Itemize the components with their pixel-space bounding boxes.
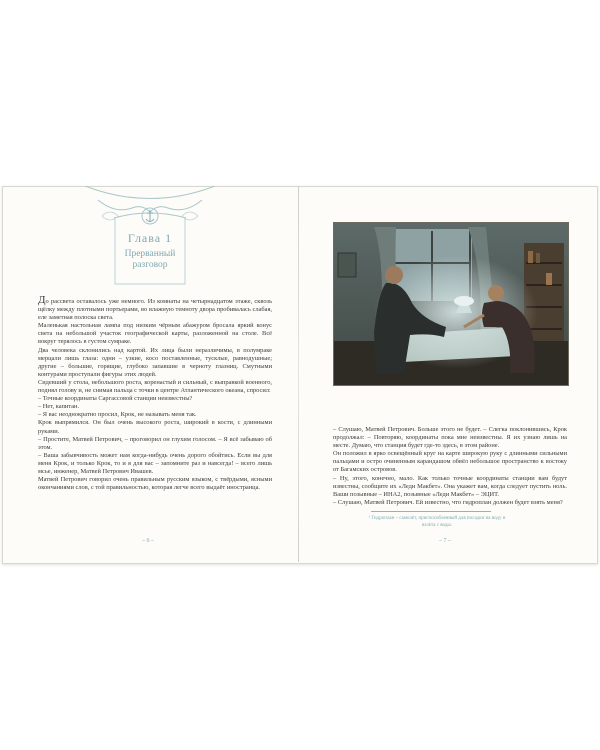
paragraph: Он положил в ярко освещённый круг на карте широкую руку с длинными сильными пальцами и остро очиненным карандашом обвёл небольшое пространство к востоку от Багамских островов. [333,450,567,474]
paragraph: До рассвета оставалось уже немного. Из комнаты на четырнадцатом этаже, сквозь щёлку между плотными портьерами, во влажную темноту двора пробивалась слабая, еле заметная полоска света. [38,294,272,322]
left-body-text [38,296,272,492]
paragraph: – Я вас неоднократно просил, Крок, не называть меня так. [38,411,197,419]
illustration [333,222,569,386]
paragraph: – Точные координаты Саргассовой станции неизвестны? [38,395,193,403]
right-body-text [333,426,567,507]
paragraph: Маленькая настольная лампа под низким чёрным абажуром бросала яркий конус света на небольшой участок географической карты, разложенной на столе. Всё вокруг терялось в густом сумраке. [38,322,272,346]
paragraph: – Простите, Матвей Петрович, – проговорил он глухим голосом. – Я всё забываю об этом. [38,435,272,451]
paragraph: – Слушаю, Матвей Петрович. Больше этого не будет. – Слегка поклонившись, Крок продолжал: – Повторяю, координаты пока мне неизвестны. Я их узнаю лишь на месте. Думаю, что станция будет где-то здесь, в этом районе. [333,426,567,450]
paragraph: Крок выпрямился. Он был очень высокого роста, широкий в кости, с длинными руками. [38,419,272,435]
paragraph: – Ваша забывчивость может нам когда-нибудь очень дорого обойтись. Если вы для меня Крок, и только Крок, то и я для вас – запомните раз и навсегда! – всего лишь мсье, инженер, Матвей Петрович Ивашев. [38,451,272,475]
paragraph: Сидевший у стола, небольшого роста, коренастый и сильный, с выправкой военного, поднял голову и, не снимая пальца с точки в центре Атлантического океана, спросил: [38,378,272,395]
paragraph: Матвей Петрович говорил очень правильным русским языком, с твёрдыми, ясными окончаниями слов, с той правильностью, которая легче всего выдаёт иностранца. [38,476,272,492]
footnote-rule [371,511,491,512]
paragraph: Два человека склонились над картой. Их лица были неразличимы, в полумраке мерцали лишь глаза: одни – узкие, косо поставленные, тусклые, равнодушные; другие – большие, горящие, глубоко запавшие в черноту глазниц. Смутными контурами проступали фигуры этих людей. [38,346,272,378]
footnote: ¹ Гидроплан – самолёт, приспособленный для посадки на воду и взлёта с воды. [368,516,506,528]
paragraph: – Ну, этого, конечно, мало. Как только точные координаты станции вам будут известны, сообщите их «Леди Макбет». Она укажет вам, когда следует пустить ноль. Ваши позывные – ИНА2, позывные «Леди Макбет» – ЭЦИТ. [333,474,567,498]
chapter-title: Глава 1 [127,231,173,245]
chapter-heading [115,229,185,269]
right-page [299,186,596,562]
drop-cap: Д [38,294,46,306]
paragraph: – Нет, капитан. [38,403,80,411]
page-number-left: – 6 – [142,538,154,544]
chapter-subtitle: Прерванный разговор [124,249,176,270]
page-number-right: – 7 – [439,538,451,544]
left-page [2,186,298,562]
paragraph: – Слушаю, Матвей Петрович. Ей известно, что гидроплан должен будет взять меня? [333,498,563,506]
